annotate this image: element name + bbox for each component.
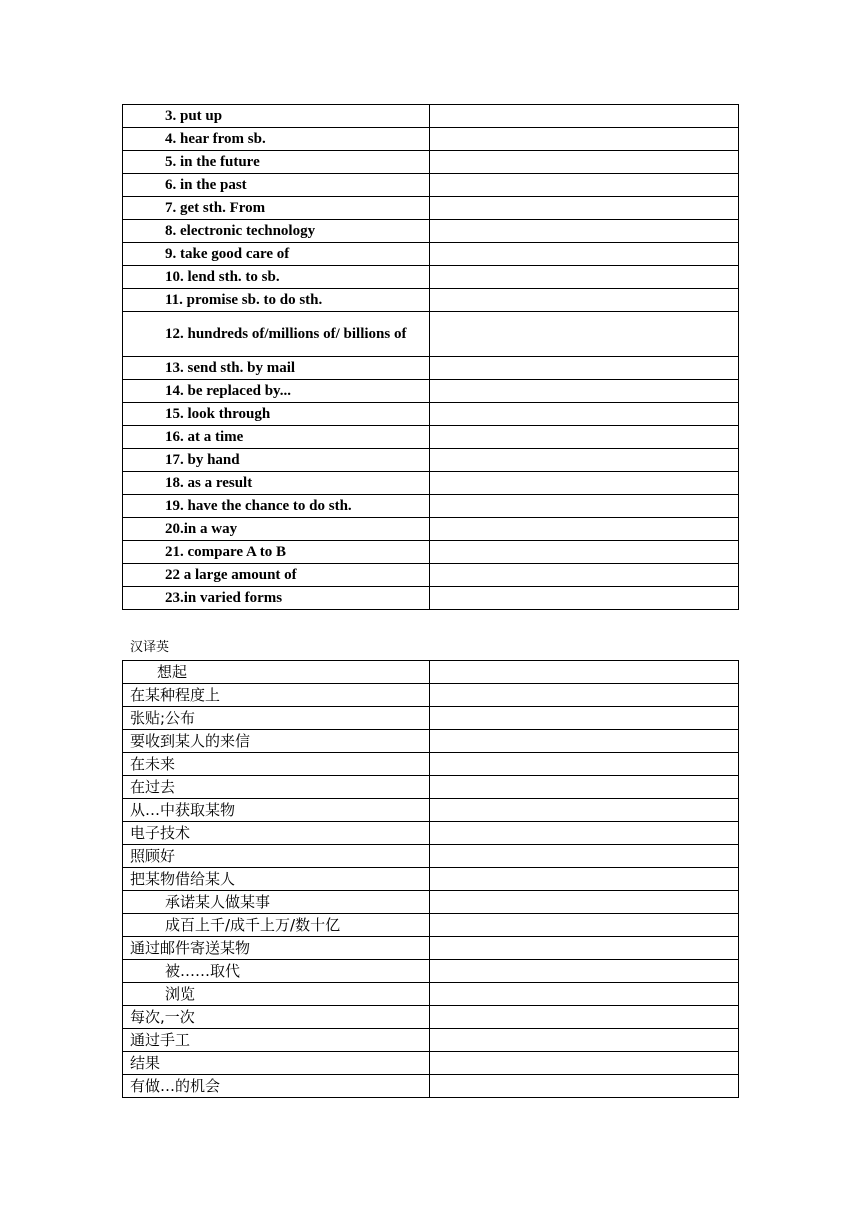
phrase-cell: 结果 bbox=[123, 1052, 430, 1075]
table-row bbox=[123, 822, 739, 845]
table-row bbox=[123, 684, 739, 707]
table-row bbox=[123, 380, 739, 403]
phrase-cell: 把某物借给某人 bbox=[123, 868, 430, 891]
phrase-cell: 张贴;公布 bbox=[123, 707, 430, 730]
phrase-cell: 在某种程度上 bbox=[123, 684, 430, 707]
answer-cell[interactable] bbox=[430, 1006, 739, 1029]
table-row bbox=[123, 541, 739, 564]
phrase-cell: 从…中获取某物 bbox=[123, 799, 430, 822]
phrase-cell: 9. take good care of bbox=[123, 243, 430, 266]
english-phrase-table bbox=[122, 104, 739, 610]
answer-cell[interactable] bbox=[430, 312, 739, 357]
phrase-cell: 11. promise sb. to do sth. bbox=[123, 289, 430, 312]
answer-cell[interactable] bbox=[430, 380, 739, 403]
answer-cell[interactable] bbox=[430, 564, 739, 587]
table-row bbox=[123, 661, 739, 684]
table-row bbox=[123, 1006, 739, 1029]
phrase-cell: 3. put up bbox=[123, 105, 430, 128]
phrase-cell: 照顾好 bbox=[123, 845, 430, 868]
phrase-cell: 成百上千/成千上万/数十亿 bbox=[123, 914, 430, 937]
answer-cell[interactable] bbox=[430, 289, 739, 312]
phrase-cell: 4. hear from sb. bbox=[123, 128, 430, 151]
phrase-cell: 通过邮件寄送某物 bbox=[123, 937, 430, 960]
table-row bbox=[123, 220, 739, 243]
phrase-cell: 14. be replaced by... bbox=[123, 380, 430, 403]
phrase-cell: 17. by hand bbox=[123, 449, 430, 472]
answer-cell[interactable] bbox=[430, 518, 739, 541]
phrase-cell: 在未来 bbox=[123, 753, 430, 776]
answer-cell[interactable] bbox=[430, 868, 739, 891]
table-row bbox=[123, 730, 739, 753]
phrase-cell: 每次,一次 bbox=[123, 1006, 430, 1029]
table-row bbox=[123, 243, 739, 266]
answer-cell[interactable] bbox=[430, 426, 739, 449]
table-row bbox=[123, 587, 739, 610]
answer-cell[interactable] bbox=[430, 243, 739, 266]
phrase-cell: 10. lend sth. to sb. bbox=[123, 266, 430, 289]
answer-cell[interactable] bbox=[430, 776, 739, 799]
answer-cell[interactable] bbox=[430, 472, 739, 495]
answer-cell[interactable] bbox=[430, 197, 739, 220]
phrase-cell: 8. electronic technology bbox=[123, 220, 430, 243]
table-row bbox=[123, 289, 739, 312]
table-row bbox=[123, 449, 739, 472]
phrase-cell: 电子技术 bbox=[123, 822, 430, 845]
table-row bbox=[123, 174, 739, 197]
table-row bbox=[123, 357, 739, 380]
phrase-cell: 在过去 bbox=[123, 776, 430, 799]
phrase-cell: 6. in the past bbox=[123, 174, 430, 197]
table-row bbox=[123, 518, 739, 541]
phrase-cell: 15. look through bbox=[123, 403, 430, 426]
phrase-cell: 20.in a way bbox=[123, 518, 430, 541]
table-row bbox=[123, 937, 739, 960]
phrase-text: 12. hundreds of/millions of/ billions of bbox=[165, 326, 407, 342]
table-row bbox=[123, 403, 739, 426]
table-row bbox=[123, 983, 739, 1006]
phrase-cell: 21. compare A to B bbox=[123, 541, 430, 564]
phrase-cell: 承诺某人做某事 bbox=[123, 891, 430, 914]
answer-cell[interactable] bbox=[430, 707, 739, 730]
table-row bbox=[123, 868, 739, 891]
answer-cell[interactable] bbox=[430, 1029, 739, 1052]
answer-cell[interactable] bbox=[430, 1075, 739, 1098]
table-row bbox=[123, 426, 739, 449]
table-row bbox=[123, 845, 739, 868]
answer-cell[interactable] bbox=[430, 495, 739, 518]
table-row bbox=[123, 128, 739, 151]
answer-cell[interactable] bbox=[430, 128, 739, 151]
answer-cell[interactable] bbox=[430, 684, 739, 707]
table-row bbox=[123, 472, 739, 495]
phrase-cell: 想起 bbox=[123, 661, 430, 684]
answer-cell[interactable] bbox=[430, 587, 739, 610]
phrase-cell: 18. as a result bbox=[123, 472, 430, 495]
phrase-cell: 13. send sth. by mail bbox=[123, 357, 430, 380]
answer-cell[interactable] bbox=[430, 799, 739, 822]
answer-cell[interactable] bbox=[430, 1052, 739, 1075]
answer-cell[interactable] bbox=[430, 937, 739, 960]
table-row bbox=[123, 914, 739, 937]
answer-cell[interactable] bbox=[430, 541, 739, 564]
answer-cell[interactable] bbox=[430, 403, 739, 426]
table-row bbox=[123, 197, 739, 220]
table-row bbox=[123, 151, 739, 174]
table-row bbox=[123, 312, 739, 357]
answer-cell[interactable] bbox=[430, 822, 739, 845]
table-row bbox=[123, 753, 739, 776]
phrase-cell: 5. in the future bbox=[123, 151, 430, 174]
table-row bbox=[123, 1052, 739, 1075]
phrase-cell: 被……取代 bbox=[123, 960, 430, 983]
phrase-cell: 23.in varied forms bbox=[123, 587, 430, 610]
answer-cell[interactable] bbox=[430, 357, 739, 380]
answer-cell[interactable] bbox=[430, 960, 739, 983]
phrase-cell: 7. get sth. From bbox=[123, 197, 430, 220]
answer-cell[interactable] bbox=[430, 661, 739, 684]
phrase-cell: 浏览 bbox=[123, 983, 430, 1006]
phrase-cell: 19. have the chance to do sth. bbox=[123, 495, 430, 518]
answer-cell[interactable] bbox=[430, 266, 739, 289]
phrase-cell: 有做…的机会 bbox=[123, 1075, 430, 1098]
answer-cell[interactable] bbox=[430, 753, 739, 776]
answer-cell[interactable] bbox=[430, 730, 739, 753]
table-row bbox=[123, 891, 739, 914]
table-row bbox=[123, 1029, 739, 1052]
answer-cell[interactable] bbox=[430, 151, 739, 174]
table-row bbox=[123, 799, 739, 822]
phrase-cell: 22 a large amount of bbox=[123, 564, 430, 587]
table-row bbox=[123, 105, 739, 128]
answer-cell[interactable] bbox=[430, 105, 739, 128]
answer-cell[interactable] bbox=[430, 449, 739, 472]
answer-cell[interactable] bbox=[430, 983, 739, 1006]
answer-cell[interactable] bbox=[430, 914, 739, 937]
chinese-phrase-table bbox=[122, 660, 739, 1098]
phrase-cell: 要收到某人的来信 bbox=[123, 730, 430, 753]
table-row bbox=[123, 1075, 739, 1098]
table-row bbox=[123, 495, 739, 518]
table-row bbox=[123, 960, 739, 983]
table-row bbox=[123, 564, 739, 587]
phrase-cell: 通过手工 bbox=[123, 1029, 430, 1052]
phrase-cell: 16. at a time bbox=[123, 426, 430, 449]
answer-cell[interactable] bbox=[430, 845, 739, 868]
answer-cell[interactable] bbox=[430, 174, 739, 197]
table-row bbox=[123, 266, 739, 289]
answer-cell[interactable] bbox=[430, 220, 739, 243]
table-row bbox=[123, 707, 739, 730]
phrase-cell bbox=[123, 312, 430, 357]
section-heading: 汉译英 bbox=[130, 640, 170, 655]
answer-cell[interactable] bbox=[430, 891, 739, 914]
table-row bbox=[123, 776, 739, 799]
